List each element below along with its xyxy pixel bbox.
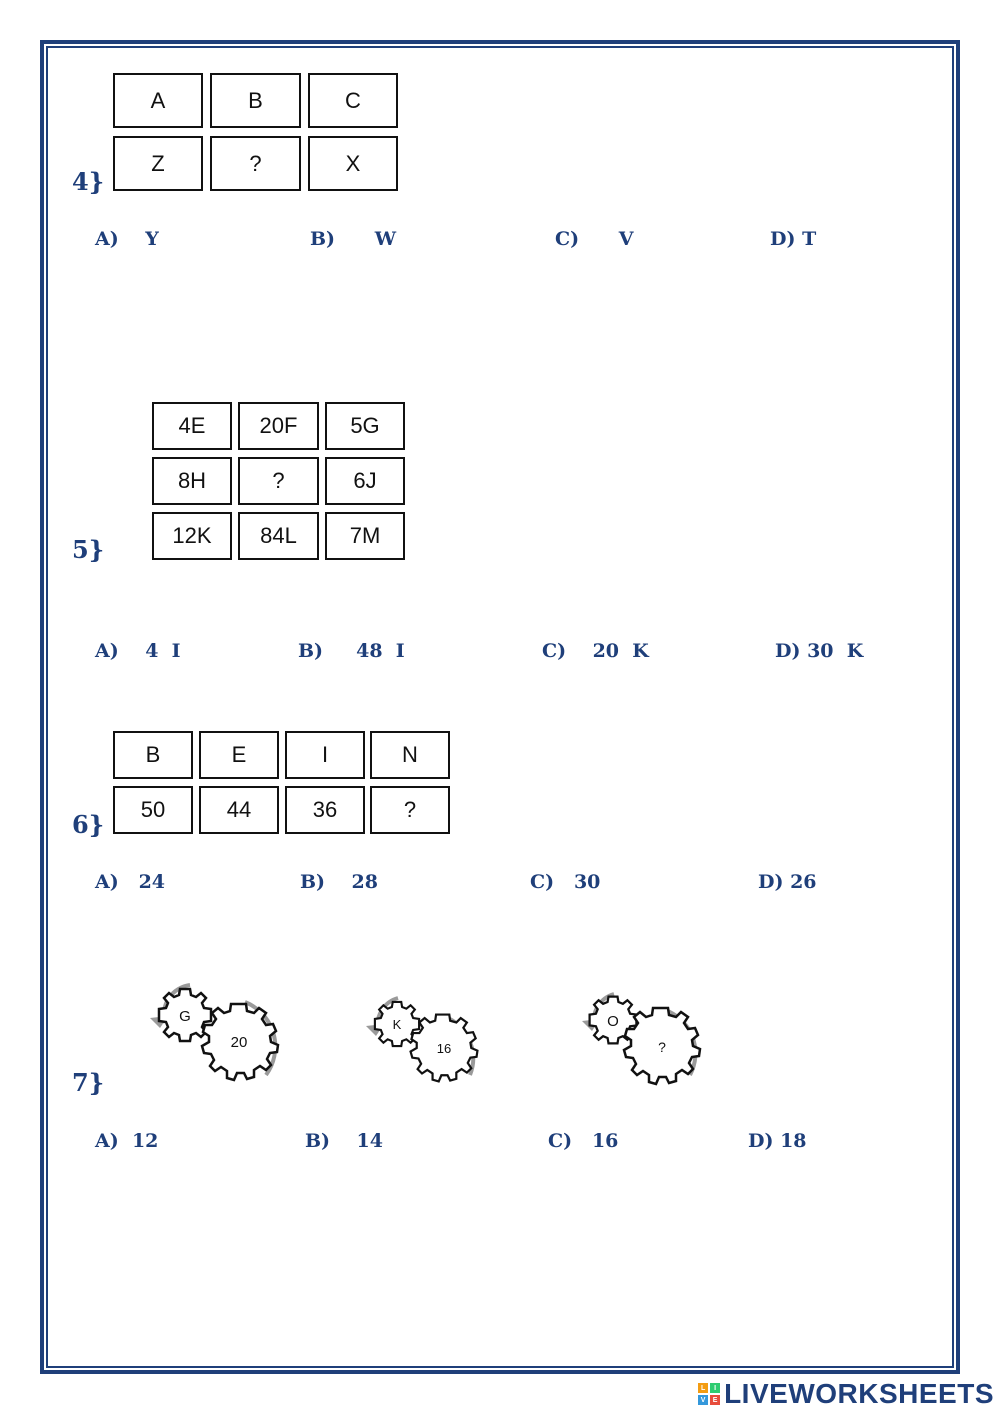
grid-cell: 36 (285, 786, 365, 834)
option-b[interactable]: B) 14 (305, 1130, 383, 1152)
grid-cell: ? (210, 136, 301, 191)
small-gear-label: K (392, 1017, 402, 1032)
grid-cell: 4E (152, 402, 232, 450)
grid-cell: ? (370, 786, 450, 834)
question-number: 5} (72, 535, 105, 564)
grid-cell: B (113, 731, 193, 779)
logo-mark-icon: L I V E (698, 1383, 720, 1405)
grid-cell: 7M (325, 512, 405, 560)
gear-pair-1 (150, 985, 278, 1080)
grid-cell: 12K (152, 512, 232, 560)
question-number: 4} (72, 167, 105, 196)
large-gear-label: 16 (436, 1041, 452, 1056)
grid-cell: 84L (238, 512, 319, 560)
small-gear-label: G (179, 1008, 191, 1025)
option-c[interactable]: C) 20 K (542, 640, 649, 662)
liveworksheets-logo[interactable] (698, 1378, 994, 1410)
grid-cell: E (199, 731, 279, 779)
grid-cell: 44 (199, 786, 279, 834)
large-gear-label: ? (658, 1039, 666, 1055)
option-d[interactable]: D) 26 (758, 871, 817, 893)
option-a[interactable]: A) 12 (95, 1130, 159, 1152)
option-c[interactable]: C) 30 (530, 871, 601, 893)
grid-cell: 5G (325, 402, 405, 450)
option-b[interactable]: B) W (310, 228, 397, 250)
grid-cell: C (308, 73, 398, 128)
grid-cell: ? (238, 457, 319, 505)
grid-cell: B (210, 73, 301, 128)
grid-cell: 20F (238, 402, 319, 450)
option-d[interactable]: D) T (770, 228, 817, 250)
grid-cell: A (113, 73, 203, 128)
grid-cell: 6J (325, 457, 405, 505)
option-c[interactable]: C) V (555, 228, 634, 250)
option-b[interactable]: B) 48 I (298, 640, 405, 662)
option-a[interactable]: A) 24 (95, 871, 166, 893)
small-gear-label: O (607, 1013, 619, 1030)
grid-cell: I (285, 731, 365, 779)
option-d[interactable]: D) 18 (748, 1130, 807, 1152)
option-c[interactable]: C) 16 (548, 1130, 619, 1152)
option-a[interactable]: A) Y (95, 228, 159, 250)
grid-cell: N (370, 731, 450, 779)
large-gear-label: 20 (230, 1034, 248, 1051)
gear-pair-3 (582, 994, 700, 1084)
option-a[interactable]: A) 4 I (95, 640, 181, 662)
option-d[interactable]: D) 30 K (775, 640, 864, 662)
question-number: 7} (72, 1068, 105, 1097)
grid-cell: X (308, 136, 398, 191)
grid-cell: 50 (113, 786, 193, 834)
grid-cell: 8H (152, 457, 232, 505)
grid-cell: Z (113, 136, 203, 191)
gear-pair-2 (366, 998, 477, 1081)
question-number: 6} (72, 810, 105, 839)
option-b[interactable]: B) 28 (300, 871, 378, 893)
brand-name: LIVEWORKSHEETS (724, 1378, 994, 1409)
